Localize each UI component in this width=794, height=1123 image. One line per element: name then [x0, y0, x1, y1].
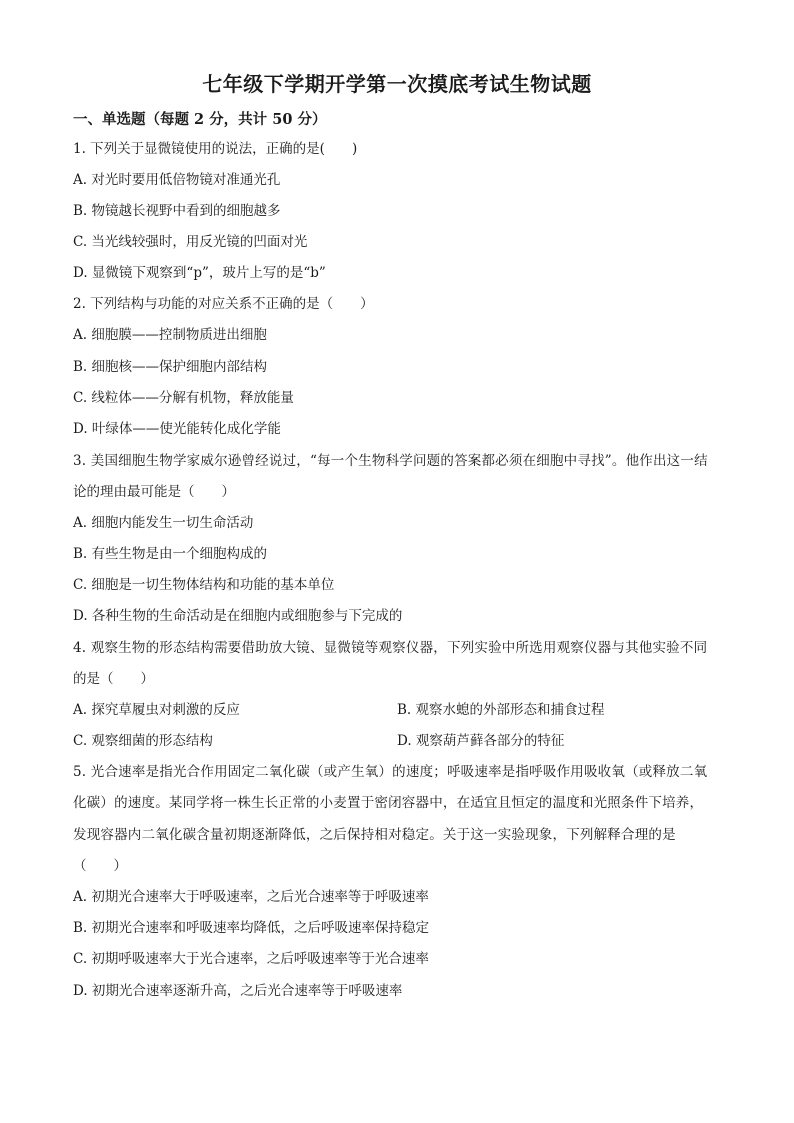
section-heading: 一、单选题（每题 2 分，共计 50 分）: [73, 111, 327, 128]
question-3-option-d: D. 各种生物的生命活动是在细胞内或细胞参与下完成的: [73, 608, 403, 624]
question-3-stem-line-1: 3. 美国细胞生物学家威尔逊曾经说过，“每一个生物科学问题的答案都必须在细胞中寻找”。他作出这一结: [73, 453, 708, 469]
question-4-option-b: B. 观察水螅的外部形态和捕食过程: [397, 702, 605, 718]
question-4-stem-line-2: 的是（ ）: [73, 671, 154, 687]
question-4-stem-line-1: 4. 观察生物的形态结构需要借助放大镜、显微镜等观察仪器，下列实验中所选用观察仪器与其他实验不同: [73, 640, 708, 656]
question-5-option-d: D. 初期光合速率逐渐升高，之后光合速率等于呼吸速率: [73, 983, 403, 999]
question-1-option-a: A. 对光时要用低倍物镜对准通光孔: [73, 172, 281, 188]
question-5-option-c: C. 初期呼吸速率大于光合速率，之后呼吸速率等于光合速率: [73, 951, 429, 967]
question-3-option-c: C. 细胞是一切生物体结构和功能的基本单位: [73, 577, 335, 593]
question-2-option-d: D. 叶绿体——使光能转化成化学能: [73, 421, 281, 437]
question-5-stem-line-2: 化碳）的速度。某同学将一株生长正常的小麦置于密闭容器中，在适宜且恒定的温度和光照条件下培养，: [73, 795, 704, 811]
question-3-option-a: A. 细胞内能发生一切生命活动: [73, 515, 254, 531]
question-1-stem: 1. 下列关于显微镜使用的说法，正确的是( ): [73, 141, 358, 157]
question-1-option-b: B. 物镜越长视野中看到的细胞越多: [73, 203, 281, 219]
question-3-stem-line-2: 论的理由最可能是（ ）: [73, 484, 235, 500]
question-2-option-a: A. 细胞膜——控制物质进出细胞: [73, 327, 267, 343]
question-2-option-b: B. 细胞核——保护细胞内部结构: [73, 359, 268, 375]
page-title: 七年级下学期开学第一次摸底考试生物试题: [202, 72, 592, 96]
question-2-stem: 2. 下列结构与功能的对应关系不正确的是（ ）: [73, 296, 374, 312]
question-3-option-b: B. 有些生物是由一个细胞构成的: [73, 546, 268, 562]
question-2-option-c: C. 线粒体——分解有机物，释放能量: [73, 390, 294, 406]
question-4-option-a: A. 探究草履虫对刺激的反应: [73, 702, 240, 718]
question-5-option-a: A. 初期光合速率大于呼吸速率，之后光合速率等于呼吸速率: [73, 889, 429, 905]
question-4-option-c: C. 观察细菌的形态结构: [73, 733, 213, 749]
question-5-stem-line-3: 发现容器内二氧化碳含量初期逐渐降低，之后保持相对稳定。关于这一实验现象，下列解释合理的是: [73, 827, 676, 843]
question-5-option-b: B. 初期光合速率和呼吸速率均降低，之后呼吸速率保持稳定: [73, 920, 430, 936]
question-1-option-d: D. 显微镜下观察到“p”，玻片上写的是“b”: [73, 265, 326, 281]
question-4-option-d: D. 观察葫芦藓各部分的特征: [397, 733, 565, 749]
question-5-stem-line-1: 5. 光合速率是指光合作用固定二氧化碳（或产生氧）的速度；呼吸速率是指呼吸作用吸收氧（或释放二氧: [73, 764, 708, 780]
question-1-option-c: C. 当光线较强时，用反光镜的凹面对光: [73, 234, 308, 250]
question-5-stem-line-4: （ ）: [73, 858, 127, 874]
